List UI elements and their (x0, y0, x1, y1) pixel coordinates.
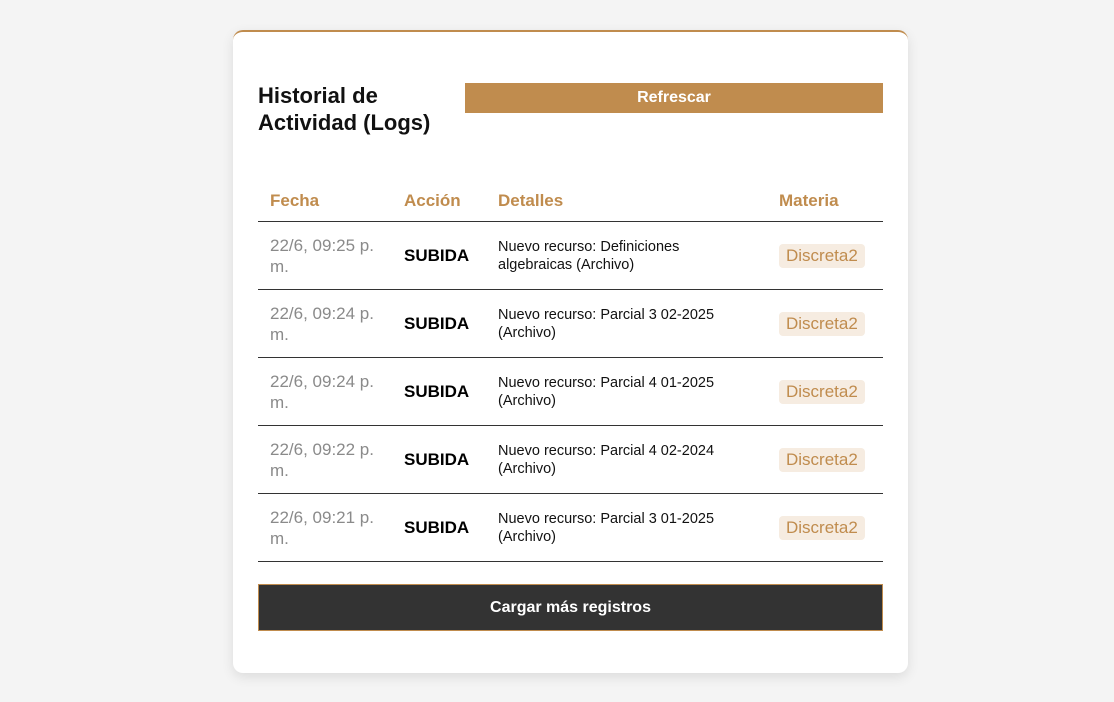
log-date: 22/6, 09:25 p. m. (258, 222, 392, 290)
log-date: 22/6, 09:21 p. m. (258, 494, 392, 562)
log-subject-cell (767, 494, 883, 562)
activity-log-card (233, 30, 908, 673)
logs-table (258, 180, 883, 562)
table-row (258, 494, 883, 562)
log-details: Nuevo recurso: Parcial 4 02-2024 (Archivo) (486, 426, 767, 494)
subject-badge: Discreta2 (779, 312, 865, 336)
log-action: SUBIDA (392, 426, 486, 494)
column-header-materia: Materia (767, 180, 883, 222)
load-more-button[interactable]: Cargar más registros (258, 584, 883, 631)
table-row (258, 426, 883, 494)
table-header-row (258, 180, 883, 222)
log-details: Nuevo recurso: Parcial 4 01-2025 (Archivo) (486, 358, 767, 426)
table-row (258, 290, 883, 358)
log-action: SUBIDA (392, 358, 486, 426)
card-header (258, 82, 883, 142)
table-row (258, 222, 883, 290)
subject-badge: Discreta2 (779, 448, 865, 472)
log-details: Nuevo recurso: Definiciones algebraicas (Archivo) (486, 222, 767, 290)
log-subject-cell (767, 222, 883, 290)
subject-badge: Discreta2 (779, 244, 865, 268)
log-details: Nuevo recurso: Parcial 3 01-2025 (Archivo) (486, 494, 767, 562)
column-header-detalles: Detalles (486, 180, 767, 222)
subject-badge: Discreta2 (779, 380, 865, 404)
table-row (258, 358, 883, 426)
log-action: SUBIDA (392, 494, 486, 562)
column-header-accion: Acción (392, 180, 486, 222)
log-action: SUBIDA (392, 290, 486, 358)
log-details: Nuevo recurso: Parcial 3 02-2025 (Archivo) (486, 290, 767, 358)
column-header-fecha: Fecha (258, 180, 392, 222)
subject-badge: Discreta2 (779, 516, 865, 540)
log-date: 22/6, 09:22 p. m. (258, 426, 392, 494)
log-date: 22/6, 09:24 p. m. (258, 358, 392, 426)
log-subject-cell (767, 358, 883, 426)
refresh-button[interactable]: Refrescar (465, 83, 883, 113)
log-subject-cell (767, 426, 883, 494)
log-date: 22/6, 09:24 p. m. (258, 290, 392, 358)
page-title: Historial de Actividad (Logs) (258, 83, 431, 135)
log-action: SUBIDA (392, 222, 486, 290)
log-subject-cell (767, 290, 883, 358)
